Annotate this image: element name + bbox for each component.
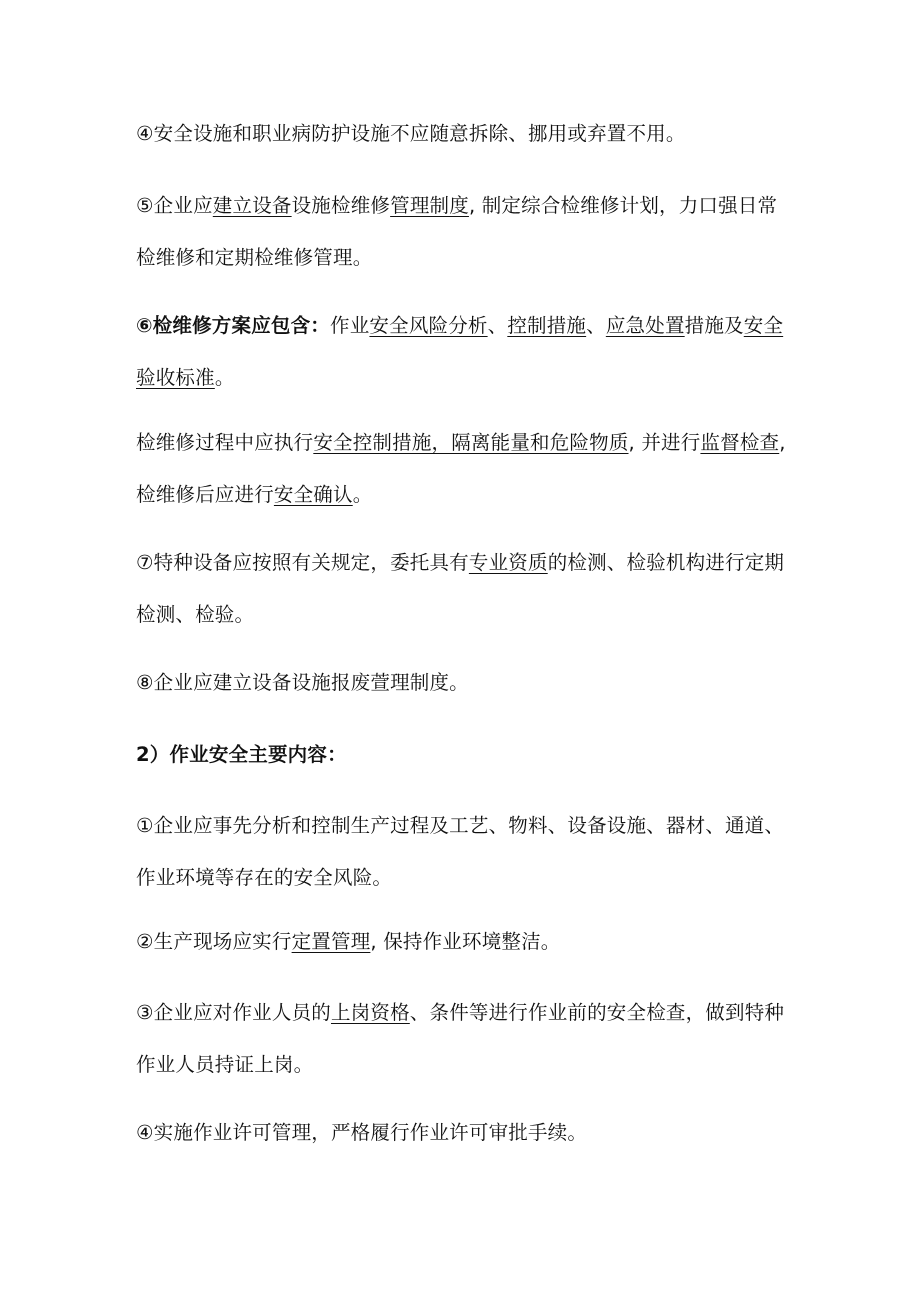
text-segment: ⑧企业应建立设备设施报废萱理制度。	[136, 671, 469, 694]
text-segment: ②生产现场应实行	[136, 930, 292, 953]
text-segment: 、	[586, 314, 606, 337]
text-segment: , 检维修后应进行	[136, 431, 786, 506]
paragraph-7	[136, 800, 786, 904]
underlined-text: 建立设备	[212, 194, 292, 217]
underlined-text: 监督检查	[700, 431, 780, 454]
text-segment: , 制定综合检维修计划，力口强日常检维修和定期检维修管理。	[136, 194, 778, 269]
underlined-text: 应急处置	[605, 314, 685, 337]
paragraph-3	[136, 300, 786, 404]
text-segment: 的检测、检验机构进行定期检测、检验。	[136, 551, 785, 626]
text-segment: 、条件等进行作业前的安全检查，做到特种作业人员持证上岗。	[136, 1001, 785, 1076]
paragraph-2	[136, 180, 786, 284]
text-segment: ①企业应事先分析和控制生产过程及工艺、物料、设备设施、器材、通道、作业环境等存在的安全风险。	[136, 814, 785, 889]
paragraph-9	[136, 987, 786, 1091]
text-segment: 。	[214, 366, 235, 389]
underlined-text: 安全确认	[273, 483, 353, 506]
paragraph-10	[136, 1107, 786, 1159]
text-segment: 作业	[330, 314, 370, 337]
underlined-text: 管理制度	[390, 194, 469, 217]
bold-text: ⑥检维修方案应包含：	[136, 314, 331, 337]
text-segment: ③企业应对作业人员的	[136, 1001, 331, 1024]
bold-text: 2）作业安全主要内容：	[136, 743, 347, 766]
underlined-text: 控制措施	[507, 314, 587, 337]
underlined-text: 安全控制措施，隔离能量和危险物质	[313, 431, 629, 454]
underlined-text: 安全验收标准	[136, 314, 784, 389]
underlined-text: 安全风险分析	[369, 314, 488, 337]
text-segment: , 保持作业环境整洁。	[370, 930, 561, 953]
paragraph-5	[136, 537, 786, 641]
section-heading	[136, 729, 786, 781]
text-segment: 措施及	[684, 314, 744, 337]
text-segment: ⑦特种设备应按照有关规定，委托具有	[136, 551, 469, 574]
text-segment: 。	[352, 483, 373, 506]
text-segment: ④安全设施和职业病防护设施不应随意拆除、挪用或弃置不用。	[136, 122, 686, 145]
text-segment: ⑤企业应	[136, 194, 213, 217]
paragraph-8	[136, 916, 786, 968]
underlined-text: 定置管理	[291, 930, 371, 953]
underlined-text: 专业资质	[468, 551, 548, 574]
paragraph-1	[136, 108, 786, 160]
text-segment: 、	[487, 314, 508, 337]
underlined-text: 上岗资格	[330, 1001, 410, 1024]
text-segment: 设施检维修	[291, 194, 391, 217]
paragraph-6	[136, 657, 786, 709]
text-segment: 检维修过程中应执行	[136, 431, 314, 454]
text-segment: ④实施作业许可管理，严格履行作业许可审批手续。	[136, 1121, 588, 1144]
text-segment: , 并进行	[628, 431, 701, 454]
paragraph-4	[136, 417, 786, 521]
